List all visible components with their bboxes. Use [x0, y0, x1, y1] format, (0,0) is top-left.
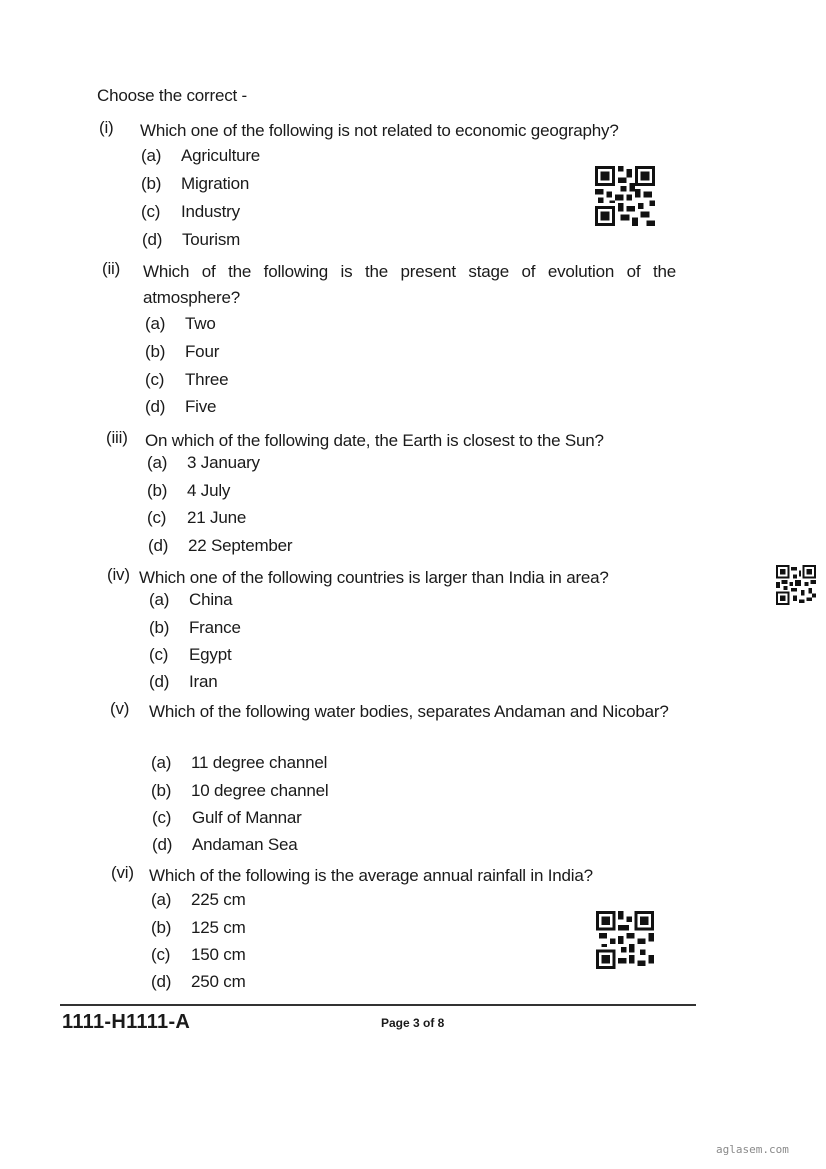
question-text: Which one of the following countries is larger than India in area?	[139, 568, 609, 587]
question-text: Which one of the following is not related to economic geography?	[140, 121, 619, 140]
footer-divider	[60, 1004, 696, 1006]
question-text: Which of the following is the average annual rainfall in India?	[149, 866, 593, 885]
option-text: Industry	[181, 202, 240, 221]
option-text: 225 cm	[191, 890, 246, 909]
question-number: (iv)	[107, 565, 130, 584]
paper-code: 1111-H1111-A	[62, 1011, 191, 1033]
option	[151, 972, 246, 992]
option-text: 4 July	[187, 481, 231, 500]
option	[145, 342, 219, 362]
option-label: (c)	[149, 645, 169, 664]
question-text: Which of the following is the present stage of evolution of the atmosphere?	[143, 262, 676, 307]
question-number: (i)	[99, 118, 114, 137]
option-label: (a)	[151, 890, 172, 909]
option-text: Agriculture	[181, 146, 261, 165]
option-label: (d)	[152, 835, 173, 854]
option-label: (b)	[151, 918, 172, 937]
option-text: Andaman Sea	[192, 835, 298, 854]
option	[148, 536, 292, 556]
option-text: 125 cm	[191, 918, 246, 937]
option-label: (b)	[149, 618, 170, 637]
option	[151, 945, 246, 965]
option-label: (d)	[151, 972, 172, 991]
option-label: (a)	[151, 753, 172, 772]
option	[147, 481, 230, 501]
option-label: (a)	[145, 314, 166, 333]
option-text: 11 degree channel	[191, 753, 328, 772]
option	[152, 808, 302, 828]
option	[145, 314, 216, 334]
option-text: Iran	[189, 672, 218, 691]
option	[147, 453, 260, 473]
option	[152, 835, 298, 855]
option-text: 250 cm	[191, 972, 246, 991]
option	[149, 618, 241, 638]
option-label: (c)	[152, 808, 172, 827]
option-label: (a)	[141, 146, 162, 165]
question-number: (iii)	[106, 428, 128, 447]
option-label: (a)	[147, 453, 168, 472]
option-text: 21 June	[187, 508, 247, 527]
option-label: (d)	[148, 536, 169, 555]
option	[149, 672, 218, 692]
option-text: 22 September	[188, 536, 293, 555]
option	[151, 781, 328, 801]
qr-code-icon	[596, 911, 654, 969]
option	[142, 230, 240, 250]
option	[151, 753, 327, 773]
question-number: (vi)	[111, 863, 134, 882]
question-text: Which of the following water bodies, separates Andaman and Nicobar?	[149, 702, 669, 721]
option-text: Migration	[181, 174, 250, 193]
option-label: (b)	[151, 781, 172, 800]
option-text: Four	[185, 342, 220, 361]
option-text: Two	[185, 314, 216, 333]
option-text: 10 degree channel	[191, 781, 329, 800]
option-label: (b)	[147, 481, 168, 500]
instruction-text: Choose the correct -	[97, 86, 248, 105]
option	[151, 890, 246, 910]
watermark-text: aglasem.com	[716, 1143, 789, 1156]
option	[145, 397, 216, 417]
option-label: (b)	[141, 174, 162, 193]
option	[151, 918, 246, 938]
option	[145, 370, 228, 390]
option-label: (d)	[149, 672, 170, 691]
option-label: (c)	[141, 202, 161, 221]
option	[149, 645, 231, 665]
option-label: (c)	[147, 508, 167, 527]
option-label: (d)	[145, 397, 166, 416]
option-label: (c)	[151, 945, 171, 964]
option-text: Gulf of Mannar	[192, 808, 302, 827]
option-text: China	[189, 590, 233, 609]
option	[147, 508, 246, 528]
option-text: Egypt	[189, 645, 232, 664]
option-label: (c)	[145, 370, 165, 389]
question-text: On which of the following date, the Earth is closest to the Sun?	[145, 431, 604, 450]
option-text: 150 cm	[191, 945, 246, 964]
option-text: Tourism	[182, 230, 241, 249]
option-text: France	[189, 618, 241, 637]
page-number: Page 3 of 8	[381, 1016, 445, 1030]
option	[149, 590, 232, 610]
option	[141, 174, 249, 194]
option	[141, 146, 260, 166]
option-label: (b)	[145, 342, 166, 361]
question-number: (v)	[110, 699, 130, 718]
question-number: (ii)	[102, 259, 121, 278]
qr-code-icon	[776, 565, 816, 605]
option-label: (d)	[142, 230, 163, 249]
option-label: (a)	[149, 590, 170, 609]
option-text: 3 January	[187, 453, 260, 472]
option	[141, 202, 240, 222]
option-text: Five	[185, 397, 217, 416]
option-text: Three	[185, 370, 229, 389]
qr-code-icon	[595, 166, 655, 226]
